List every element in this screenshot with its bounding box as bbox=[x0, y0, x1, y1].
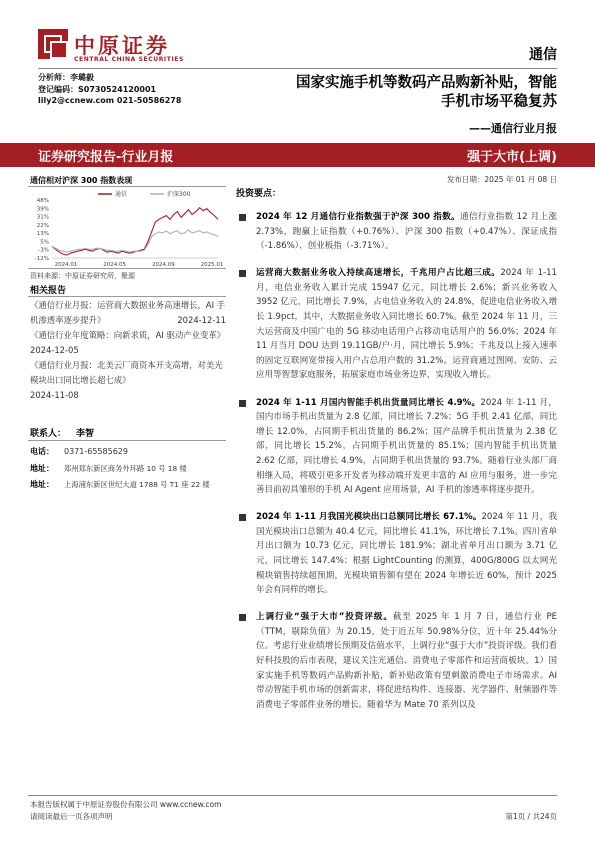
related-report[interactable]: 《通信行业月报：北美云厂商资本开支高增，对美光模块出口同比增长超七成》 bbox=[30, 360, 223, 385]
report-type: 证券研究报告-行业月报 bbox=[38, 150, 174, 165]
publish-date: 发布日期：2025 年 01 月 08 日 bbox=[446, 175, 557, 184]
contact-address-shanghai: 地址： 上海浦东新区世纪大道 1788 号 T1 座 22 楼 bbox=[30, 480, 210, 489]
related-report-date: 2024-12-11 bbox=[177, 315, 226, 325]
key-points-heading: 投资要点： bbox=[236, 189, 282, 199]
contact-address-zhengzhou: 地址： 郑州郑东新区商务外环路 10 号 18 楼 bbox=[30, 464, 187, 473]
key-point: 上调行业“强于大市”投资评级。截至 2025 年 1 月 7 日，通信行业 PE（TTM，剔除负值）为 20.15，处于近五年 50.98%分位，近十年 25.44%分位。考虑行业业绩增长预期及估值水平，上调行业“强于大市”投资评级。我们看好科技股的后市表现，建议关注光通信、消费电子零部件和运营商板块。1）国家实施手机等数码产品购新补贴，新补贴政策有望刺激消费电子市场需求。AI 带动智能手机市场的创新需求，将促进结构件、连接器、光学器件、射频器件等消费电子零部件业务的增长。随着华为 Mate 70 系列以及 bbox=[236, 610, 557, 712]
related-report-date: 2024-11-08 bbox=[30, 390, 79, 400]
header-rule bbox=[38, 68, 557, 69]
industry-tag: 通信 bbox=[529, 47, 557, 63]
y-tick-label: 5% bbox=[40, 239, 49, 246]
related-report[interactable]: 《通信行业月报：运营商大数据业务高速增长，AI 手机渗透率逐步提升》 bbox=[30, 300, 226, 325]
related-reports bbox=[30, 298, 226, 403]
key-points bbox=[236, 210, 557, 725]
logo-english: CENTRAL CHINA SECURITIES bbox=[74, 56, 184, 63]
logo-mark bbox=[38, 29, 68, 59]
footer-copyright: 本报告版权属于中原证券股份有限公司 www.ccnew.com 请阅读最后一页各项声明 bbox=[30, 800, 222, 821]
key-point: 2024 年 1-11 月我国光模块出口总额同比增长 67.1%。2024 年 11 月，我国光模块出口总额为 40.4 亿元，同比增长 41.1%，环比增长 7.1%。四川省单月出口额为 10.73 亿元，同比增长 181.9%；湖北省单月出口额为 3.71 亿元，同比增长 147.4%；根据 LightCounting 的测算，400G/800G 以太网光模块销售持续超预期，光模块销售额有望在 2024 年增长近 60%，预计 2025 年会有同样的增长。 bbox=[236, 510, 557, 598]
related-title: 相关报告 bbox=[30, 286, 67, 296]
footer-rule bbox=[28, 795, 557, 796]
x-tick-label: 2024.09 bbox=[151, 262, 175, 268]
series-line-1 bbox=[52, 230, 218, 252]
rating: 强于大市(上调) bbox=[467, 150, 557, 165]
key-point: 2024 年 12 月通信行业指数强于沪深 300 指数。通信行业指数 12 月上涨 2.73%，跑赢上证指数（+0.76%）、沪深 300 指数（+0.47%）、深证成指（-1.86%）、创业板指（-3.71%）。 bbox=[236, 210, 557, 254]
x-tick-label: 2024.05 bbox=[103, 262, 127, 268]
page-number: 第1页 / 共24页 bbox=[505, 812, 557, 821]
y-tick-label: 31% bbox=[36, 214, 49, 221]
related-report-date: 2024-12-05 bbox=[30, 345, 79, 355]
y-tick-label: -3% bbox=[38, 247, 49, 254]
x-tick-label: 2024.01 bbox=[54, 262, 78, 268]
analyst-contact: lily2@ccnew.com 021-50586278 bbox=[38, 96, 182, 105]
y-tick-label: 48% bbox=[36, 198, 49, 204]
performance-chart bbox=[28, 188, 226, 268]
y-tick-label: 22% bbox=[36, 222, 49, 229]
contact-person: 联系人： 李智 bbox=[30, 429, 95, 439]
related-report[interactable]: 《通信行业年度策略：向新求质，AI 驱动产业变革》 bbox=[30, 330, 226, 340]
chart-title: 通信相对沪深 300 指数表现 bbox=[30, 176, 133, 185]
report-title: 国家实施手机等数码产品购新补贴，智能 手机市场平稳复苏 bbox=[296, 75, 557, 110]
chart-bottom-rule bbox=[28, 268, 226, 269]
contact-phone: 电话： 0371-65585629 bbox=[30, 447, 128, 456]
key-point: 2024 年 1-11 月国内智能手机出货量同比增长 4.9%。2024 年 1-11 月，国内市场手机出货量为 2.8 亿部，同比增长 7.2%；5G 手机 2.41 亿部，同比增长 12.0%，占同期手机出货量的 86.2%；国产品牌手机出货量为 2.38 亿部，同比增长 15.2%，占同期手机出货量的 85.1%；国内智能手机出货量 2.62 亿部，同比增长 4.9%，占同期手机出货量的 93.7%。随着行业头部厂商相继入局，将吸引更多开发者为移动端开发更丰富的 AI 应用与服务，进一步完善目前初具雏形的手机 AI Agent 应用场景，AI 手机的渗透率将逐步提升。 bbox=[236, 396, 557, 498]
y-tick-label: -12% bbox=[34, 256, 49, 262]
series-line-0 bbox=[52, 208, 218, 255]
key-point: 运营商大数据业务收入持续高速增长，千兆用户占比超三成。2024 年 1-11 月，电信业务收入累计完成 15947 亿元，同比增长 2.6%；新兴业务收入 3952 亿元，同比增长 7.9%，占电信业务收入的 24.8%，促进电信业务收入增长 1.9pct，其中，大数据业务收入同比增长 60.7%。截至 2024 年 11 月，三大运营商及中国广电的 5G 移动电话用户占移动电话用户的 56.0%；2024 年 11 月当月 DOU 达到 19.11GB/户·月，同比增长 5.9%；千兆及以上接入速率的固定互联网宽带接入用户占总用户数的 31.2%。运营商通过图网、安防、云应用等智慧家庭服务，拓展家庭市场业务边界，实现收入增长。 bbox=[236, 266, 557, 383]
analyst-name: 分析师：李璐毅 bbox=[38, 73, 94, 82]
related-rule bbox=[28, 296, 226, 297]
chart-source: 资料来源：中原证券研究所，聚源 bbox=[30, 272, 135, 280]
logo-text: 中原证券 bbox=[74, 34, 170, 58]
y-tick-label: 39% bbox=[36, 206, 49, 213]
chart-top-rule bbox=[28, 186, 226, 187]
legend-label: 沪深300 bbox=[167, 191, 191, 198]
legend-label: 通信 bbox=[115, 191, 128, 198]
report-subtitle: ——通信行业月报 bbox=[469, 122, 557, 135]
analyst-code: 登记编码：S0730524120001 bbox=[38, 85, 157, 94]
y-tick-label: 13% bbox=[36, 231, 49, 238]
x-tick-label: 2025.01 bbox=[200, 262, 224, 268]
contact-rule bbox=[28, 440, 226, 441]
